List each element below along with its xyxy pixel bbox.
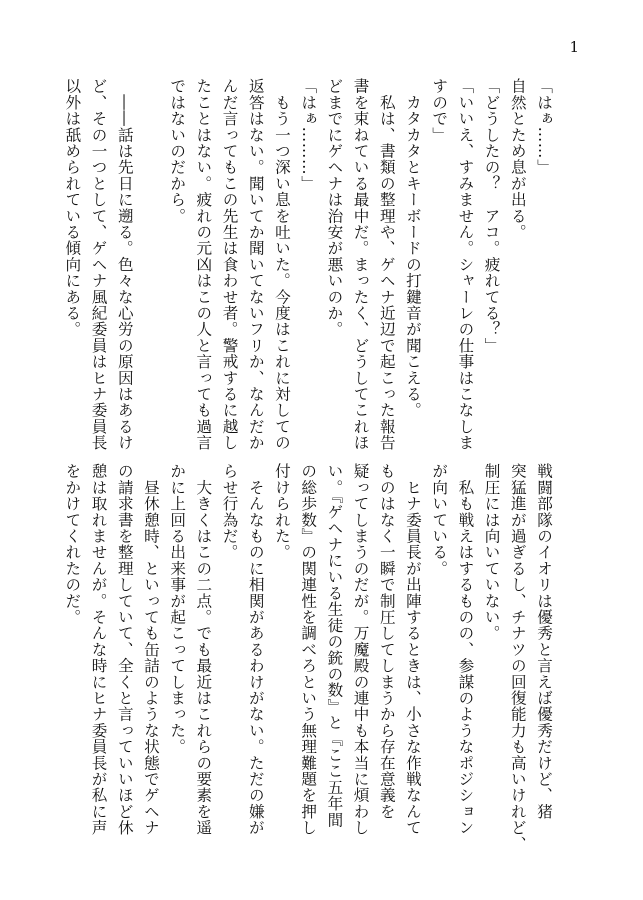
text-line: ものはなく一瞬で制圧してしまうから存在意義を [377, 463, 396, 820]
text-line: 「どうしたの？ アコ。疲れてる？」 [482, 78, 501, 354]
text-line: をかけてくれたのだ。 [63, 463, 82, 625]
text-line: 大きくはこの二点。でも最近はこれらの要素を遥 [194, 463, 213, 836]
text-line: そんなものに相関があるわけがない。ただの嫌が [246, 463, 265, 836]
text-line: 書を束ねている最中だ。まったく、どうしてこれほ [351, 78, 370, 451]
text-line: ――話は先日に遡る。色々な心労の原因はあるけ [115, 78, 134, 451]
text-line: かに上回る出来事が起こってしまった。 [168, 463, 187, 755]
text-line: 「はぁ……」 [535, 78, 553, 176]
text-line [138, 78, 164, 440]
text-line: 返答はない。聞いてか聞いてないフリか、なんだか [246, 78, 265, 451]
text-line: 戦闘部隊のイオリは優秀と言えば優秀だけど、猪 [535, 463, 553, 820]
text-line: 以外は舐められている傾向にある。 [63, 78, 82, 338]
text-line: 「いいえ、すみません。シャーレの仕事はこなしま [456, 78, 475, 451]
text-line: カタカタとキーボードの打鍵音が聞こえる。 [403, 78, 422, 419]
text-line: 憩は取れませんが。そんな時にヒナ委員長が私に声 [89, 463, 108, 836]
text-line: 付けられた。 [272, 463, 291, 561]
text-line: ではないのだから。 [168, 78, 187, 224]
text-line: 昼休憩時、といっても缶詰のような状態でゲヘナ [141, 463, 160, 836]
text-line: 自然とため息が出る。 [508, 78, 527, 240]
text-line: 疑ってしまうのだが。万魔殿の連中も本当に煩わし [351, 463, 370, 836]
text-line: どまでにゲヘナは治安が悪いのか。 [325, 78, 344, 338]
text-line: の総歩数』の関連性を調べろという無理難題を押し [299, 463, 318, 836]
text-line: 突猛進が過ぎるし、チナツの回復能力も高いけれど、 [508, 463, 527, 852]
text-line: らせ行為だ。 [220, 463, 239, 561]
page-number: 1 [569, 38, 579, 56]
text-line: もう一つ深い息を吐いた。今度はこれに対しての [272, 78, 291, 451]
top-text-block [59, 78, 557, 451]
text-line: 「はぁ………」 [299, 78, 318, 192]
text-line: の請求書を整理していて、全くと言っていいほど休 [115, 463, 134, 836]
text-line: 私は、書類の整理や、ゲヘナ近辺で起こった報告 [377, 78, 396, 451]
text-line: が向いている。 [430, 463, 449, 577]
text-line: い。『ゲヘナにいる生徒の銃の数』と『ここ五年間 [325, 463, 344, 828]
text-line: ヒナ委員長が出陣するときは、小さな作戦なんて [403, 463, 422, 836]
text-line: 制圧には向いていない。 [482, 463, 501, 642]
text-line: んだ言ってもこの先生は食わせ者。警戒するに越し [220, 78, 239, 451]
text-line: すので」 [430, 78, 449, 143]
text-line: 私も戦えはするものの、参謀のようなポジション [456, 463, 475, 836]
text-line: ど、その一つとして、ゲヘナ風紀委員はヒナ委員長 [89, 78, 108, 451]
text-line: たことはない。疲れの元凶はこの人と言っても過言 [194, 78, 213, 451]
bottom-text-block [59, 463, 557, 852]
